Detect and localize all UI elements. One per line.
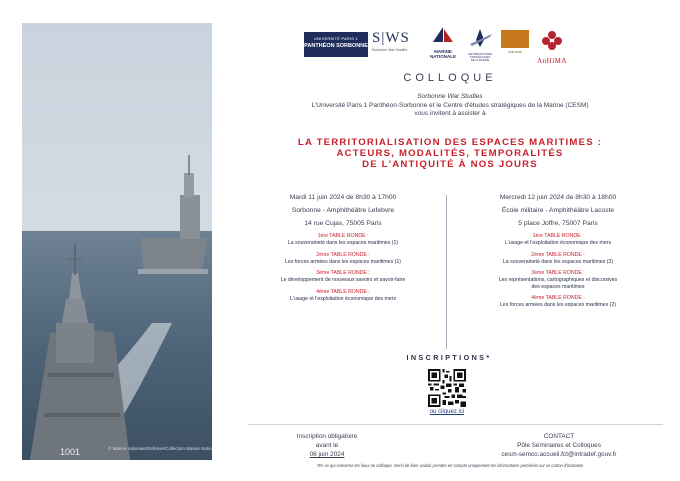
photo-credit: © Marine nationale/Défense/Collection Marine Nationale: [108, 446, 221, 451]
round-table: 1ère TABLE RONDE : L'usage et l'exploitation économique des mers: [504, 233, 612, 246]
qr-code-icon: [428, 369, 466, 407]
day-2-address: 5 place Joffre, 75007 Paris: [518, 220, 598, 227]
day-1-date: Mardi 11 juin 2024 de 8h30 à 17h00: [289, 194, 397, 201]
photo-illustration: [22, 23, 212, 460]
day-1-program: [248, 193, 438, 302]
hosts-line: L'Université Paris 1 Panthéon-Sorbonne et le Centre d'études stratégiques de la Marine (CESM): [311, 101, 589, 109]
cesm-logo: CENTRE D'ÉTUDES STRATÉGIQUES DE LA MARINE: [462, 28, 498, 62]
round-table: 1ère TABLE RONDE : La souveraineté dans les espaces maritimes (1): [287, 233, 399, 246]
umr-logo: UMR 8066: [501, 30, 529, 62]
pantheon-sorbonne-logo: UNIVERSITÉ PARIS 1 PANTHÉON SORBONNE: [304, 32, 368, 57]
colloque-heading: COLLOQUE: [403, 72, 497, 84]
day-2-venue: École militaire - Amphithéâtre Lacoste: [501, 207, 615, 214]
round-table: 2ème TABLE RONDE : Les forces armées dans les espaces maritimes (1): [285, 251, 401, 265]
day-1-venue: Sorbonne - Amphithéâtre Lefebvre: [291, 207, 395, 214]
day-2-program: [463, 193, 653, 309]
hull-number: 1001: [60, 447, 81, 457]
footnote: *En ce qui concerne les lieux du colloque, merci de bien vouloir prendre en compte uniquement les informations précisées sur ce carton d'invitation: [316, 463, 584, 468]
registration-qr-code[interactable]: [428, 369, 466, 407]
registration-deadline: Inscription obligatoire avant le 06 juin 2024: [296, 433, 358, 458]
register-link[interactable]: ou cliquez ici: [429, 409, 465, 415]
anhima-flower-icon: [539, 28, 565, 52]
partner-logos: [300, 24, 570, 66]
round-table: 2ème TABLE RONDE : La souveraineté dans les espaces maritimes (2): [502, 251, 614, 265]
marine-nationale-logo: MARINE NATIONALE: [428, 26, 458, 64]
compass-icon: [462, 28, 498, 48]
series-name: Sorbonne War Studies: [417, 93, 483, 100]
intro-block: [222, 93, 678, 119]
inscriptions-heading: INSCRIPTIONS*: [406, 353, 492, 362]
round-table: 4ème TABLE RONDE : Les forces armées dans les espaces maritimes (2): [500, 295, 616, 308]
sail-icon: [428, 26, 458, 44]
warships-photo: [22, 23, 212, 460]
day-2-date: Mercredi 12 juin 2024 de 8h30 à 18h00: [499, 194, 617, 201]
round-table: 3ème TABLE RONDE : Le développement de nouveaux savoirs et savoir-faire: [280, 270, 406, 283]
invite-line: vous invitent à assister à: [414, 110, 486, 118]
sorbonne-war-studies-logo: S|WS Sorbonne War Studies: [372, 30, 410, 52]
contact-block: CONTACT Pôle Séminaires et Colloques cesm-semco.accueil.fct@intradef.gouv.fr: [464, 432, 654, 459]
column-divider: [446, 195, 447, 349]
round-table: 4ème TABLE RONDE : L'usage et l'exploitation économique des mers: [289, 288, 397, 302]
colloquium-title: LA TERRITORIALISATION DES ESPACES MARITIMES : ACTEURS, MODALITÉS, TEMPORALITÉS DE L'ANTIQUITÉ À NOS JOURS: [297, 137, 603, 171]
round-table: 3ème TABLE RONDE : Les représentations, cartographiques et discursives des espaces maritimes: [498, 270, 618, 290]
footer-divider: [248, 424, 663, 425]
contact-email[interactable]: cesm-semco.accueil.fct@intradef.gouv.fr: [501, 451, 617, 458]
day-1-address: 14 rue Cujas, 75005 Paris: [304, 220, 382, 227]
anhima-logo: AnHiMA: [534, 28, 570, 64]
umr-logo-mark: [501, 30, 529, 48]
